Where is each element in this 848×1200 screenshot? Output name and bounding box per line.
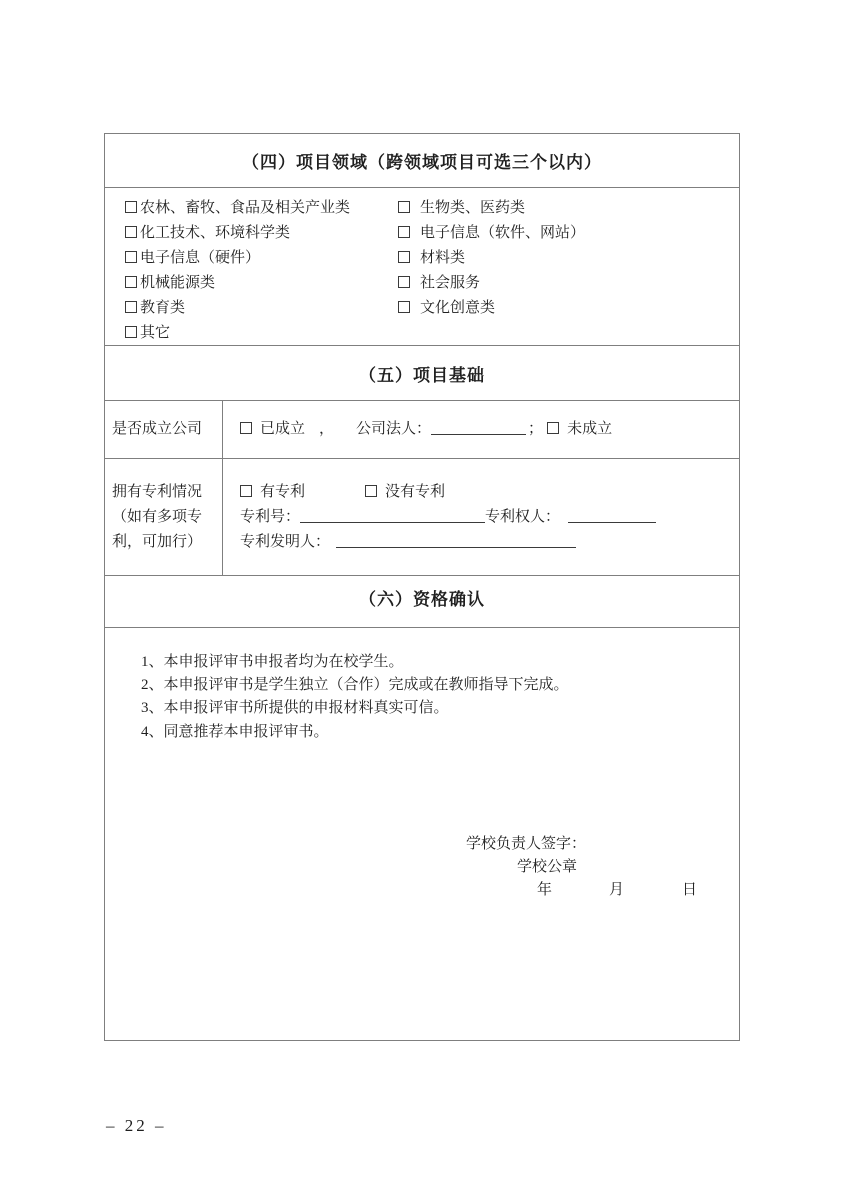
section6-header <box>105 575 739 627</box>
domain-option <box>125 296 350 321</box>
checkbox-icon <box>398 251 410 263</box>
domain-option-label: 农林、畜牧、食品及相关产业类 <box>140 200 351 216</box>
domain-option <box>398 246 585 271</box>
has-patent-label: 有专利 <box>260 483 306 500</box>
domain-option <box>398 221 585 246</box>
school-seal-label: 学校公章 <box>517 859 578 875</box>
date-line <box>537 878 697 899</box>
checkbox-icon <box>125 226 137 238</box>
signature-block <box>105 628 739 1040</box>
patent-owner-blank-line <box>568 508 656 523</box>
confirmation-item: 1、本申报评审书申报者均为在校学生。 <box>141 654 404 670</box>
domain-options-left-column <box>125 196 350 346</box>
domain-option <box>125 321 350 346</box>
legal-person-blank-line <box>431 420 526 435</box>
year-label: 年 <box>537 882 553 898</box>
domain-options-right-column <box>398 196 585 321</box>
section4-options-row <box>105 187 739 345</box>
section4-title: （四）项目领域（跨领域项目可选三个以内） <box>242 153 602 172</box>
domain-option <box>125 246 350 271</box>
domain-option <box>125 196 350 221</box>
company-row-content-cell <box>223 401 739 458</box>
domain-option <box>125 271 350 296</box>
no-patent-label: 没有专利 <box>385 483 446 500</box>
confirmation-item: 2、本申报评审书是学生独立（合作）完成或在教师指导下完成。 <box>141 677 569 694</box>
application-form-table <box>104 133 740 1041</box>
semicolon-text: ； <box>528 421 544 437</box>
legal-person-label: 公司法人： <box>356 421 432 437</box>
checkbox-icon <box>240 485 252 497</box>
domain-option <box>125 221 350 246</box>
patent-row-content-cell <box>223 459 739 575</box>
patent-inventor-label: 专利发明人： <box>240 533 331 550</box>
patent-options-line <box>240 480 739 505</box>
school-signature-label: 学校负责人签字： <box>466 836 587 852</box>
confirmation-row <box>105 627 739 1040</box>
section6-title: （六）资格确认 <box>359 590 485 609</box>
page-number: – 22 – <box>106 1116 167 1135</box>
domain-option-label: 机械能源类 <box>140 275 216 291</box>
checkbox-icon <box>125 251 137 263</box>
confirmation-item: 3、本申报评审书所提供的申报材料真实可信。 <box>141 700 449 717</box>
checkbox-icon <box>398 276 410 288</box>
checkbox-icon <box>398 226 410 238</box>
checkbox-icon <box>398 201 410 213</box>
checkbox-icon <box>125 301 137 313</box>
patent-row-label-cell <box>105 459 223 575</box>
patent-row <box>105 458 739 575</box>
domain-option-label: 电子信息（硬件） <box>140 250 261 266</box>
patent-row-label: 拥有专利情况（如有多项专利，可加行） <box>112 483 203 550</box>
section5-header <box>105 345 739 400</box>
domain-option-label: 教育类 <box>140 300 186 316</box>
month-label: 月 <box>609 882 625 898</box>
domain-option <box>398 196 585 221</box>
checkbox-icon <box>365 485 377 497</box>
domain-option-label: 化工技术、环境科学类 <box>140 225 291 241</box>
checkbox-icon <box>125 276 137 288</box>
company-options-line <box>240 417 739 442</box>
patent-owner-label: 专利权人： <box>485 508 561 525</box>
company-not-established-label: 未成立 <box>567 421 613 437</box>
confirmation-item: 4、同意推荐本申报评审书。 <box>141 723 329 740</box>
domain-option-label: 生物类、医药类 <box>420 200 526 216</box>
patent-number-line <box>240 505 739 530</box>
checkbox-icon <box>398 301 410 313</box>
company-row <box>105 400 739 458</box>
checkbox-icon <box>240 422 252 434</box>
checkbox-icon <box>125 326 137 338</box>
patent-inventor-blank-line <box>336 533 576 548</box>
comma-text: ， <box>319 421 335 437</box>
domain-option-label: 文化创意类 <box>420 300 496 316</box>
company-established-label: 已成立 <box>260 421 306 437</box>
day-label: 日 <box>682 882 698 898</box>
checkbox-icon <box>547 422 559 434</box>
patent-number-blank-line <box>300 508 485 523</box>
domain-option-label: 社会服务 <box>420 275 481 291</box>
domain-option-label: 其它 <box>140 325 171 341</box>
section5-title: （五）项目基础 <box>359 365 485 385</box>
patent-number-label: 专利号： <box>240 508 301 525</box>
patent-inventor-line <box>240 530 739 555</box>
company-row-label-cell <box>105 401 223 458</box>
section4-header <box>105 134 739 187</box>
domain-option <box>398 296 585 321</box>
domain-option-label: 材料类 <box>420 250 466 266</box>
domain-option-label: 电子信息（软件、网站） <box>420 225 586 241</box>
checkbox-icon <box>125 201 137 213</box>
company-row-label: 是否成立公司 <box>112 421 203 437</box>
domain-option <box>398 271 585 296</box>
